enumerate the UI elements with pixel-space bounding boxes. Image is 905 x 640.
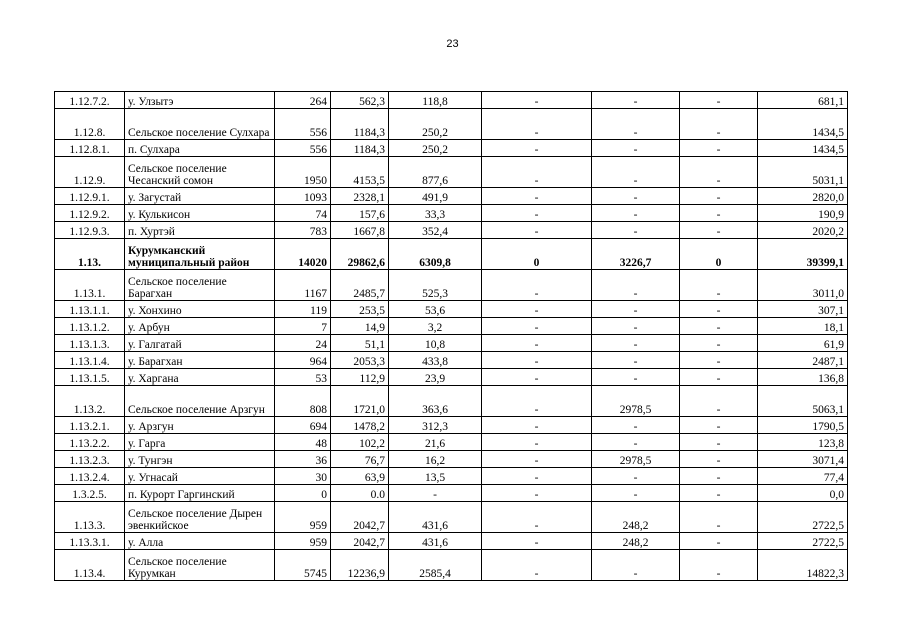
row-code: 1.13.1.5. <box>55 369 125 386</box>
cell-col-4: - <box>482 533 592 550</box>
row-name: у. Кулькисон <box>125 205 275 222</box>
cell-col-4: - <box>482 188 592 205</box>
row-name: у. Барагхан <box>125 352 275 369</box>
cell-col-7: 1790,5 <box>758 417 848 434</box>
cell-col-2: 51,1 <box>331 335 389 352</box>
cell-col-2: 2328,1 <box>331 188 389 205</box>
cell-col-3: 250,2 <box>389 140 482 157</box>
cell-col-3: 250,2 <box>389 109 482 140</box>
cell-col-2: 1721,0 <box>331 386 389 417</box>
cell-col-5: - <box>592 318 680 335</box>
cell-col-1: 694 <box>275 417 331 434</box>
cell-col-7: 1434,5 <box>758 140 848 157</box>
cell-col-4: - <box>482 550 592 581</box>
cell-col-1: 74 <box>275 205 331 222</box>
row-code: 1.12.9.3. <box>55 222 125 239</box>
cell-col-3: 431,6 <box>389 502 482 533</box>
row-name: у. Харгана <box>125 369 275 386</box>
cell-col-1: 264 <box>275 92 331 109</box>
row-code: 1.13.1.3. <box>55 335 125 352</box>
cell-col-1: 30 <box>275 468 331 485</box>
cell-col-7: 2722,5 <box>758 533 848 550</box>
cell-col-2: 2485,7 <box>331 270 389 301</box>
cell-col-7: 1434,5 <box>758 109 848 140</box>
cell-col-5: - <box>592 417 680 434</box>
cell-col-6: - <box>680 109 758 140</box>
row-code: 1.12.9. <box>55 157 125 188</box>
cell-col-1: 48 <box>275 434 331 451</box>
cell-col-5: - <box>592 157 680 188</box>
cell-col-3: 16,2 <box>389 451 482 468</box>
data-table <box>54 91 848 581</box>
cell-col-2: 0.0 <box>331 485 389 502</box>
table-row <box>55 502 848 533</box>
cell-col-3: 6309,8 <box>389 239 482 270</box>
table-row <box>55 188 848 205</box>
table-row <box>55 352 848 369</box>
row-name: п. Хуртэй <box>125 222 275 239</box>
table-row <box>55 157 848 188</box>
cell-col-1: 959 <box>275 533 331 550</box>
table-row <box>55 239 848 270</box>
cell-col-5: - <box>592 335 680 352</box>
cell-col-5: 2978,5 <box>592 386 680 417</box>
cell-col-6: - <box>680 468 758 485</box>
cell-col-7: 307,1 <box>758 301 848 318</box>
cell-col-3: 433,8 <box>389 352 482 369</box>
row-name: у. Гарга <box>125 434 275 451</box>
cell-col-5: - <box>592 92 680 109</box>
row-name: Сельское поселение Арзгун <box>125 386 275 417</box>
row-name: Сельское поселение Сулхара <box>125 109 275 140</box>
table-row <box>55 468 848 485</box>
cell-col-3: 23,9 <box>389 369 482 386</box>
cell-col-1: 36 <box>275 451 331 468</box>
row-name: у. Арзгун <box>125 417 275 434</box>
cell-col-7: 3071,4 <box>758 451 848 468</box>
cell-col-2: 29862,6 <box>331 239 389 270</box>
cell-col-1: 556 <box>275 109 331 140</box>
table-row <box>55 335 848 352</box>
cell-col-6: - <box>680 369 758 386</box>
cell-col-5: - <box>592 369 680 386</box>
cell-col-2: 157,6 <box>331 205 389 222</box>
table-row <box>55 434 848 451</box>
cell-col-5: - <box>592 352 680 369</box>
cell-col-4: - <box>482 318 592 335</box>
cell-col-3: 3,2 <box>389 318 482 335</box>
cell-col-1: 24 <box>275 335 331 352</box>
cell-col-1: 1950 <box>275 157 331 188</box>
cell-col-4: - <box>482 205 592 222</box>
cell-col-1: 5745 <box>275 550 331 581</box>
cell-col-7: 5063,1 <box>758 386 848 417</box>
table-row <box>55 301 848 318</box>
cell-col-5: - <box>592 140 680 157</box>
table-row <box>55 533 848 550</box>
cell-col-5: 2978,5 <box>592 451 680 468</box>
table-row <box>55 417 848 434</box>
cell-col-2: 14,9 <box>331 318 389 335</box>
cell-col-4: - <box>482 109 592 140</box>
cell-col-6: - <box>680 270 758 301</box>
cell-col-7: 0,0 <box>758 485 848 502</box>
cell-col-1: 0 <box>275 485 331 502</box>
row-name: Курумканский муниципальный район <box>125 239 275 270</box>
row-name: у. Хонхино <box>125 301 275 318</box>
table-row <box>55 222 848 239</box>
cell-col-6: - <box>680 386 758 417</box>
table-row <box>55 109 848 140</box>
cell-col-1: 53 <box>275 369 331 386</box>
cell-col-3: 877,6 <box>389 157 482 188</box>
cell-col-7: 2820,0 <box>758 188 848 205</box>
table-row <box>55 92 848 109</box>
cell-col-6: - <box>680 205 758 222</box>
row-code: 1.12.7.2. <box>55 92 125 109</box>
cell-col-6: - <box>680 222 758 239</box>
cell-col-2: 1478,2 <box>331 417 389 434</box>
row-name: у. Тунгэн <box>125 451 275 468</box>
cell-col-3: - <box>389 485 482 502</box>
cell-col-2: 102,2 <box>331 434 389 451</box>
cell-col-4: - <box>482 157 592 188</box>
cell-col-6: - <box>680 335 758 352</box>
cell-col-4: - <box>482 369 592 386</box>
row-name: п. Сулхара <box>125 140 275 157</box>
cell-col-4: - <box>482 451 592 468</box>
cell-col-6: - <box>680 533 758 550</box>
cell-col-1: 964 <box>275 352 331 369</box>
cell-col-7: 136,8 <box>758 369 848 386</box>
cell-col-6: - <box>680 417 758 434</box>
cell-col-4: - <box>482 140 592 157</box>
cell-col-1: 14020 <box>275 239 331 270</box>
row-code: 1.3.2.5. <box>55 485 125 502</box>
cell-col-6: - <box>680 188 758 205</box>
cell-col-6: - <box>680 301 758 318</box>
cell-col-2: 2042,7 <box>331 502 389 533</box>
row-name: у. Улзытэ <box>125 92 275 109</box>
cell-col-1: 1093 <box>275 188 331 205</box>
cell-col-2: 1184,3 <box>331 109 389 140</box>
cell-col-7: 77,4 <box>758 468 848 485</box>
table-row <box>55 451 848 468</box>
table-row <box>55 205 848 222</box>
cell-col-5: - <box>592 301 680 318</box>
cell-col-3: 363,6 <box>389 386 482 417</box>
cell-col-2: 562,3 <box>331 92 389 109</box>
row-name: п. Курорт Гаргинский <box>125 485 275 502</box>
cell-col-3: 10,8 <box>389 335 482 352</box>
row-code: 1.12.9.1. <box>55 188 125 205</box>
cell-col-6: - <box>680 502 758 533</box>
cell-col-3: 21,6 <box>389 434 482 451</box>
cell-col-5: - <box>592 468 680 485</box>
cell-col-7: 2020,2 <box>758 222 848 239</box>
cell-col-1: 119 <box>275 301 331 318</box>
cell-col-6: - <box>680 157 758 188</box>
cell-col-6: - <box>680 140 758 157</box>
cell-col-1: 556 <box>275 140 331 157</box>
cell-col-6: 0 <box>680 239 758 270</box>
row-name: у. Галгатай <box>125 335 275 352</box>
cell-col-2: 2042,7 <box>331 533 389 550</box>
cell-col-5: - <box>592 205 680 222</box>
cell-col-3: 118,8 <box>389 92 482 109</box>
row-code: 1.13.2.1. <box>55 417 125 434</box>
cell-col-1: 808 <box>275 386 331 417</box>
cell-col-7: 39399,1 <box>758 239 848 270</box>
table-row <box>55 386 848 417</box>
row-name: у. Арбун <box>125 318 275 335</box>
cell-col-4: - <box>482 485 592 502</box>
table-row <box>55 550 848 581</box>
cell-col-5: 248,2 <box>592 502 680 533</box>
row-code: 1.13.4. <box>55 550 125 581</box>
row-code: 1.12.9.2. <box>55 205 125 222</box>
cell-col-5: - <box>592 109 680 140</box>
row-code: 1.13.1. <box>55 270 125 301</box>
cell-col-2: 4153,5 <box>331 157 389 188</box>
cell-col-3: 13,5 <box>389 468 482 485</box>
row-name: у. Алла <box>125 533 275 550</box>
cell-col-3: 33,3 <box>389 205 482 222</box>
cell-col-3: 491,9 <box>389 188 482 205</box>
cell-col-1: 7 <box>275 318 331 335</box>
cell-col-7: 14822,3 <box>758 550 848 581</box>
table-row <box>55 270 848 301</box>
row-name: у. Угнасай <box>125 468 275 485</box>
cell-col-3: 53,6 <box>389 301 482 318</box>
cell-col-7: 123,8 <box>758 434 848 451</box>
row-code: 1.13. <box>55 239 125 270</box>
cell-col-4: - <box>482 386 592 417</box>
cell-col-1: 959 <box>275 502 331 533</box>
cell-col-1: 783 <box>275 222 331 239</box>
cell-col-5: - <box>592 188 680 205</box>
table-row <box>55 140 848 157</box>
cell-col-2: 76,7 <box>331 451 389 468</box>
cell-col-1: 1167 <box>275 270 331 301</box>
row-code: 1.13.3. <box>55 502 125 533</box>
cell-col-5: - <box>592 434 680 451</box>
page-number: 23 <box>446 38 459 50</box>
table-row <box>55 369 848 386</box>
table-body <box>55 92 848 581</box>
cell-col-4: - <box>482 434 592 451</box>
cell-col-7: 2722,5 <box>758 502 848 533</box>
cell-col-6: - <box>680 318 758 335</box>
cell-col-4: - <box>482 222 592 239</box>
cell-col-4: - <box>482 417 592 434</box>
cell-col-3: 352,4 <box>389 222 482 239</box>
row-code: 1.13.2. <box>55 386 125 417</box>
cell-col-4: - <box>482 335 592 352</box>
cell-col-7: 5031,1 <box>758 157 848 188</box>
cell-col-2: 12236,9 <box>331 550 389 581</box>
cell-col-2: 1184,3 <box>331 140 389 157</box>
cell-col-7: 61,9 <box>758 335 848 352</box>
cell-col-2: 63,9 <box>331 468 389 485</box>
cell-col-3: 2585,4 <box>389 550 482 581</box>
cell-col-6: - <box>680 451 758 468</box>
table-row <box>55 318 848 335</box>
cell-col-7: 18,1 <box>758 318 848 335</box>
cell-col-3: 525,3 <box>389 270 482 301</box>
cell-col-3: 431,6 <box>389 533 482 550</box>
row-name: Сельское поселение Дырен эвенкийское <box>125 502 275 533</box>
cell-col-2: 2053,3 <box>331 352 389 369</box>
cell-col-5: - <box>592 485 680 502</box>
row-code: 1.13.1.4. <box>55 352 125 369</box>
row-code: 1.13.3.1. <box>55 533 125 550</box>
row-code: 1.13.1.2. <box>55 318 125 335</box>
cell-col-6: - <box>680 92 758 109</box>
row-code: 1.13.2.4. <box>55 468 125 485</box>
cell-col-5: 248,2 <box>592 533 680 550</box>
cell-col-6: - <box>680 485 758 502</box>
cell-col-4: 0 <box>482 239 592 270</box>
cell-col-6: - <box>680 550 758 581</box>
row-code: 1.13.2.2. <box>55 434 125 451</box>
row-name: Сельское поселение Чесанский сомон <box>125 157 275 188</box>
row-code: 1.12.8.1. <box>55 140 125 157</box>
cell-col-4: - <box>482 352 592 369</box>
cell-col-4: - <box>482 502 592 533</box>
row-code: 1.12.8. <box>55 109 125 140</box>
cell-col-5: 3226,7 <box>592 239 680 270</box>
cell-col-2: 112,9 <box>331 369 389 386</box>
cell-col-4: - <box>482 270 592 301</box>
cell-col-5: - <box>592 550 680 581</box>
cell-col-4: - <box>482 301 592 318</box>
cell-col-7: 681,1 <box>758 92 848 109</box>
row-name: Сельское поселение Барагхан <box>125 270 275 301</box>
cell-col-2: 1667,8 <box>331 222 389 239</box>
table-row <box>55 485 848 502</box>
cell-col-6: - <box>680 352 758 369</box>
row-code: 1.13.2.3. <box>55 451 125 468</box>
cell-col-5: - <box>592 270 680 301</box>
cell-col-6: - <box>680 434 758 451</box>
cell-col-7: 2487,1 <box>758 352 848 369</box>
cell-col-7: 3011,0 <box>758 270 848 301</box>
row-code: 1.13.1.1. <box>55 301 125 318</box>
row-name: у. Загустай <box>125 188 275 205</box>
row-name: Сельское поселение Курумкан <box>125 550 275 581</box>
cell-col-2: 253,5 <box>331 301 389 318</box>
cell-col-3: 312,3 <box>389 417 482 434</box>
cell-col-5: - <box>592 222 680 239</box>
cell-col-4: - <box>482 92 592 109</box>
cell-col-4: - <box>482 468 592 485</box>
cell-col-7: 190,9 <box>758 205 848 222</box>
